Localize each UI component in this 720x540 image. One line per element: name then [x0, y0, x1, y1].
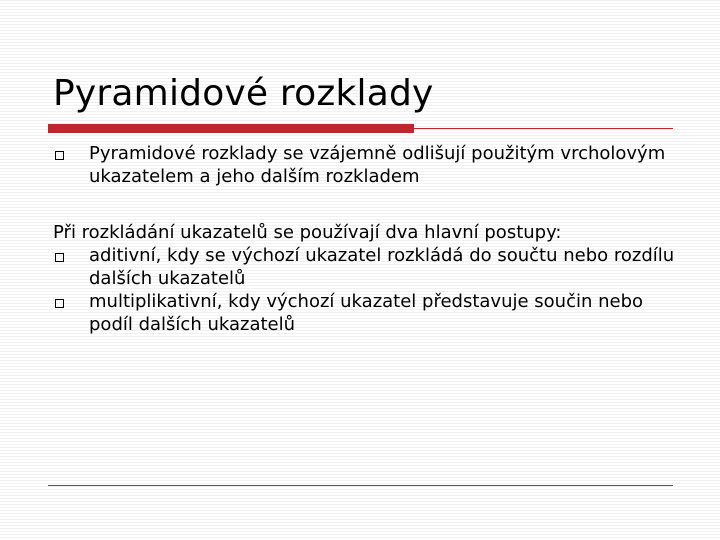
slide-body — [53, 142, 683, 336]
bullet-item-3 — [53, 290, 683, 336]
intro-text: Při rozkládání ukazatelů se používají dva hlavní postupy: — [53, 222, 562, 243]
hollow-square-bullet-icon — [55, 299, 64, 308]
bullet-item-1-text: Pyramidové rozklady se vzájemně odlišují použitým vrcholovým ukazatelem a jeho dalším rozkladem — [89, 143, 666, 187]
title-underline-thick — [48, 124, 414, 133]
footer-rule — [48, 485, 673, 486]
slide-title: Pyramidové rozklady — [53, 73, 434, 114]
bullet-item-2-text: aditivní, kdy se výchozí ukazatel rozkládá do součtu nebo rozdílu dalších ukazatelů — [89, 245, 675, 289]
spacer — [53, 188, 683, 221]
hollow-square-bullet-icon — [55, 253, 64, 262]
bullet-item-2 — [53, 244, 683, 290]
title-underline — [48, 124, 673, 133]
hollow-square-bullet-icon — [55, 151, 64, 160]
bullet-item-1 — [53, 142, 683, 188]
bullet-item-3-text: multiplikativní, kdy výchozí ukazatel představuje součin nebo podíl dalších ukazatelů — [89, 291, 644, 335]
